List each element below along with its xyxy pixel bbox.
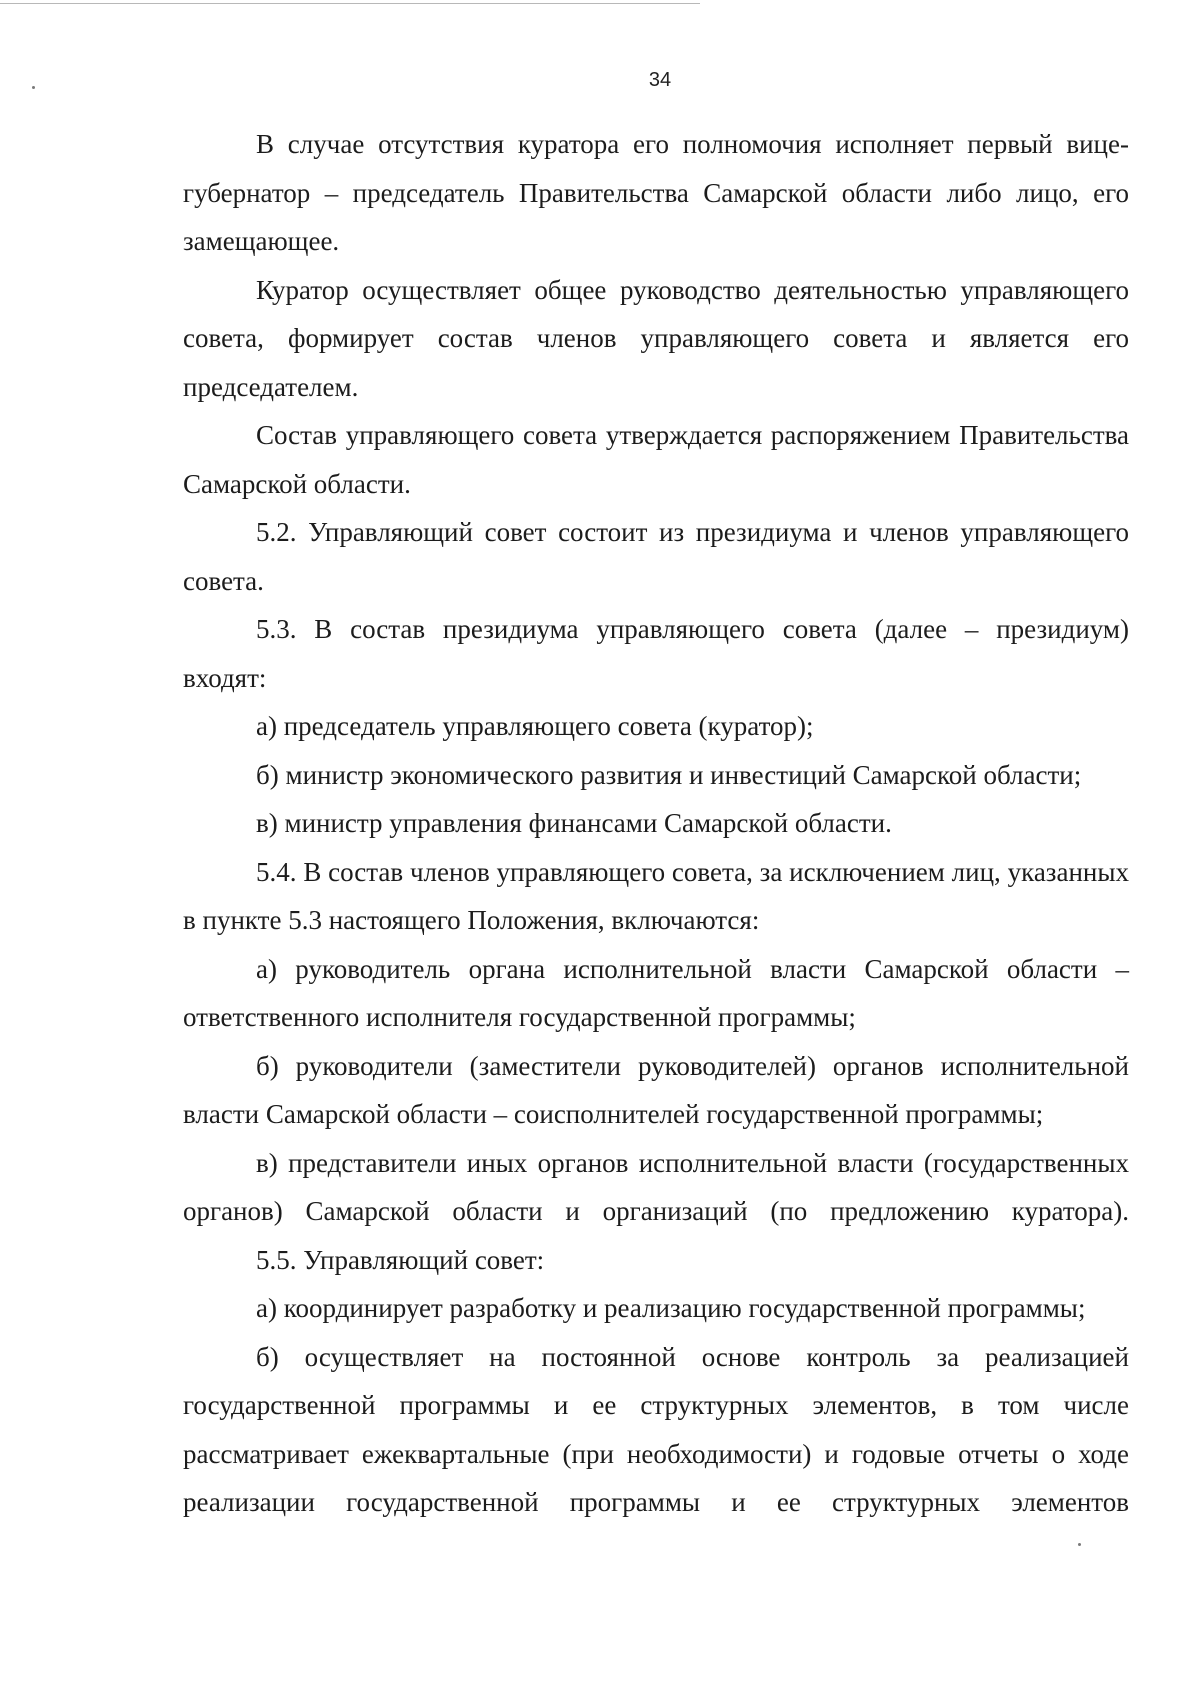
paragraph-council-approval: Состав управляющего совета утверждается распоряжением Правительства Самарской области.	[183, 420, 1129, 499]
list-item-5-4-a: а) руководитель органа исполнительной власти Самарской области – ответственного исполнителя государственной программы;	[183, 953, 1129, 1032]
list-item-5-3-a: а) председатель управляющего совета (куратор);	[256, 711, 814, 741]
scan-edge-line	[0, 3, 700, 4]
list-item-5-4-v: в) представители иных органов исполнительной власти (государственных органов) Самарской области и организаций (по предложению куратора).	[183, 1147, 1129, 1226]
paragraph-5-4: 5.4. В состав членов управляющего совета, за исключением лиц, указанных в пункте 5.3 настоящего Положения, включаются:	[183, 856, 1129, 935]
paragraph-curator-absence: В случае отсутствия куратора его полномочия исполняет первый вице-губернатор – председатель Правительства Самарской области либо лицо, его замещающее.	[183, 129, 1129, 256]
paragraph-curator-role: Куратор осуществляет общее руководство деятельностью управляющего совета, формирует состав членов управляющего совета и является его председателем.	[183, 274, 1129, 402]
list-item-5-3-b: б) министр экономического развития и инвестиций Самарской области;	[256, 759, 1082, 790]
paragraph-5-2: 5.2. Управляющий совет состоит из президиума и членов управляющего совета.	[183, 517, 1129, 596]
scan-speck	[32, 86, 35, 89]
paragraph-5-5: 5.5. Управляющий совет:	[256, 1244, 545, 1275]
page-number: 34	[648, 69, 672, 91]
list-item-5-3-v: в) министр управления финансами Самарской области.	[256, 808, 892, 838]
list-item-5-5-b: б) осуществляет на постоянной основе контроль за реализацией государственной программы и ее структурных элементов, в том числе рассматривает ежеквартальные (при необходимости) и годовые отчеты о ходе реализации государственной программы и ее структурных элементов	[183, 1341, 1129, 1517]
list-item-5-4-b: б) руководители (заместители руководителей) органов исполнительной власти Самарской области – соисполнителей государственной программы;	[183, 1050, 1129, 1129]
scan-speck	[1078, 1543, 1081, 1546]
list-item-5-5-a: а) координирует разработку и реализацию государственной программы;	[256, 1293, 1086, 1323]
paragraph-5-3: 5.3. В состав президиума управляющего совета (далее – президиум) входят:	[183, 614, 1129, 693]
document-body	[183, 120, 1129, 1527]
